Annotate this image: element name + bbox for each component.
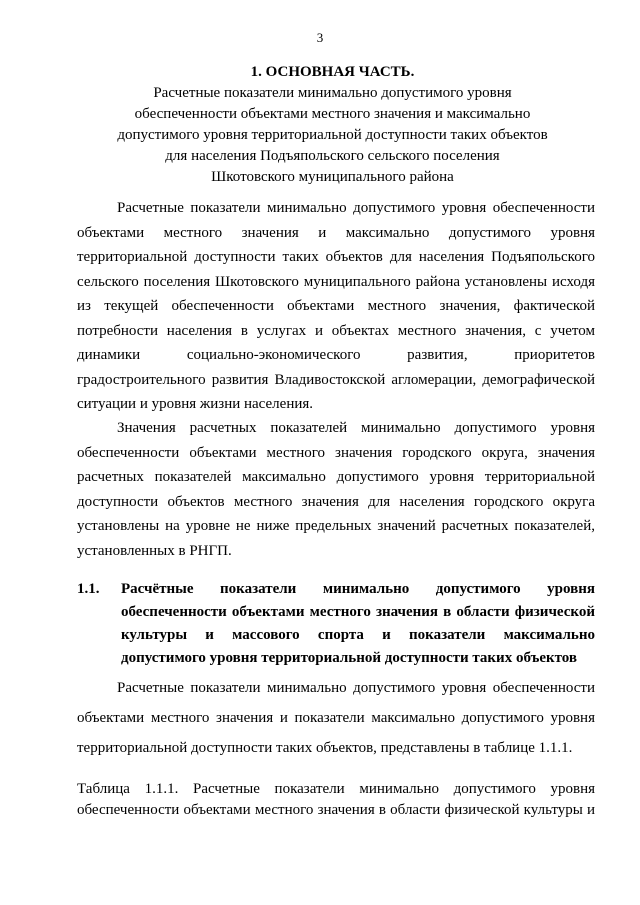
- subsection-line: Расчётные показатели минимально допустимого уровня: [121, 581, 595, 597]
- caption-line: Таблица 1.1.1. Расчетные показатели минимально допустимого уровня: [77, 781, 595, 797]
- text-line: Расчетные показатели минимально допустимого уровня обеспеченности: [117, 200, 595, 216]
- subtitle-line: допустимого уровня территориальной доступности таких объектов: [117, 127, 548, 143]
- text-line: Значения расчетных показателей минимально допустимого уровня: [117, 420, 595, 436]
- text-line: потребности населения в услугах и объектах местного значения, с учетом: [77, 322, 595, 339]
- paragraph-values: [77, 416, 595, 563]
- text-line: установленных в РНГП.: [77, 542, 232, 559]
- text-line: доступности объектов местного значения для населения городского округа: [77, 493, 595, 510]
- text-line: объектами местного значения и максимально допустимого уровня: [77, 224, 595, 241]
- text-line: обеспеченности объектами местного значения городского округа, значения: [77, 444, 595, 461]
- text-line: ситуации и уровня жизни населения.: [77, 396, 314, 412]
- table-caption: [77, 779, 595, 821]
- caption-line: обеспеченности объектами местного значения в области физической культуры и: [77, 802, 595, 818]
- subsection-number: 1.1.: [77, 581, 100, 597]
- text-line: сельского поселения Шкотовского муниципального района установлены исходя: [77, 273, 595, 290]
- text-line: установлены на уровне не ниже предельных значений расчетных показателей,: [77, 518, 595, 534]
- text-line: динамики социально-экономического развития, приоритетов: [77, 347, 595, 363]
- subtitle-line: обеспеченности объектами местного значения и максимально: [134, 106, 531, 122]
- text-line: из текущей обеспеченности объектами местного значения, фактической: [77, 298, 595, 314]
- subsection-line: обеспеченности объектами местного значения в области физической: [121, 604, 595, 620]
- subsection-line: культуры и массового спорта и показатели максимально: [121, 627, 595, 643]
- page-number: 3: [316, 30, 324, 45]
- section-title: 1. ОСНОВНАЯ ЧАСТЬ.: [250, 64, 415, 80]
- text-line: территориальной доступности таких объектов, представлены в таблице 1.1.1.: [77, 740, 573, 756]
- text-line: расчетных показателей максимально допустимого уровня территориальной: [77, 469, 595, 485]
- subtitle-line: Расчетные показатели минимально допустимого уровня: [153, 85, 512, 101]
- text-line: территориальной доступности таких объектов для населения Подъяпольского: [77, 249, 595, 265]
- paragraph-intro: [77, 196, 595, 417]
- section-heading: [70, 62, 595, 188]
- subsection-line: допустимого уровня территориальной доступности таких объектов: [121, 650, 578, 666]
- subtitle-line: Шкотовского муниципального района: [211, 169, 454, 185]
- text-line: объектами местного значения и показатели максимально допустимого уровня: [77, 710, 595, 726]
- text-line: Расчетные показатели минимально допустимого уровня обеспеченности: [117, 680, 595, 696]
- subtitle-line: для населения Подъяпольского сельского поселения: [165, 148, 500, 164]
- paragraph-table-ref: [77, 673, 595, 763]
- text-line: градостроительного развития Владивостокской агломерации, демографической: [77, 371, 595, 388]
